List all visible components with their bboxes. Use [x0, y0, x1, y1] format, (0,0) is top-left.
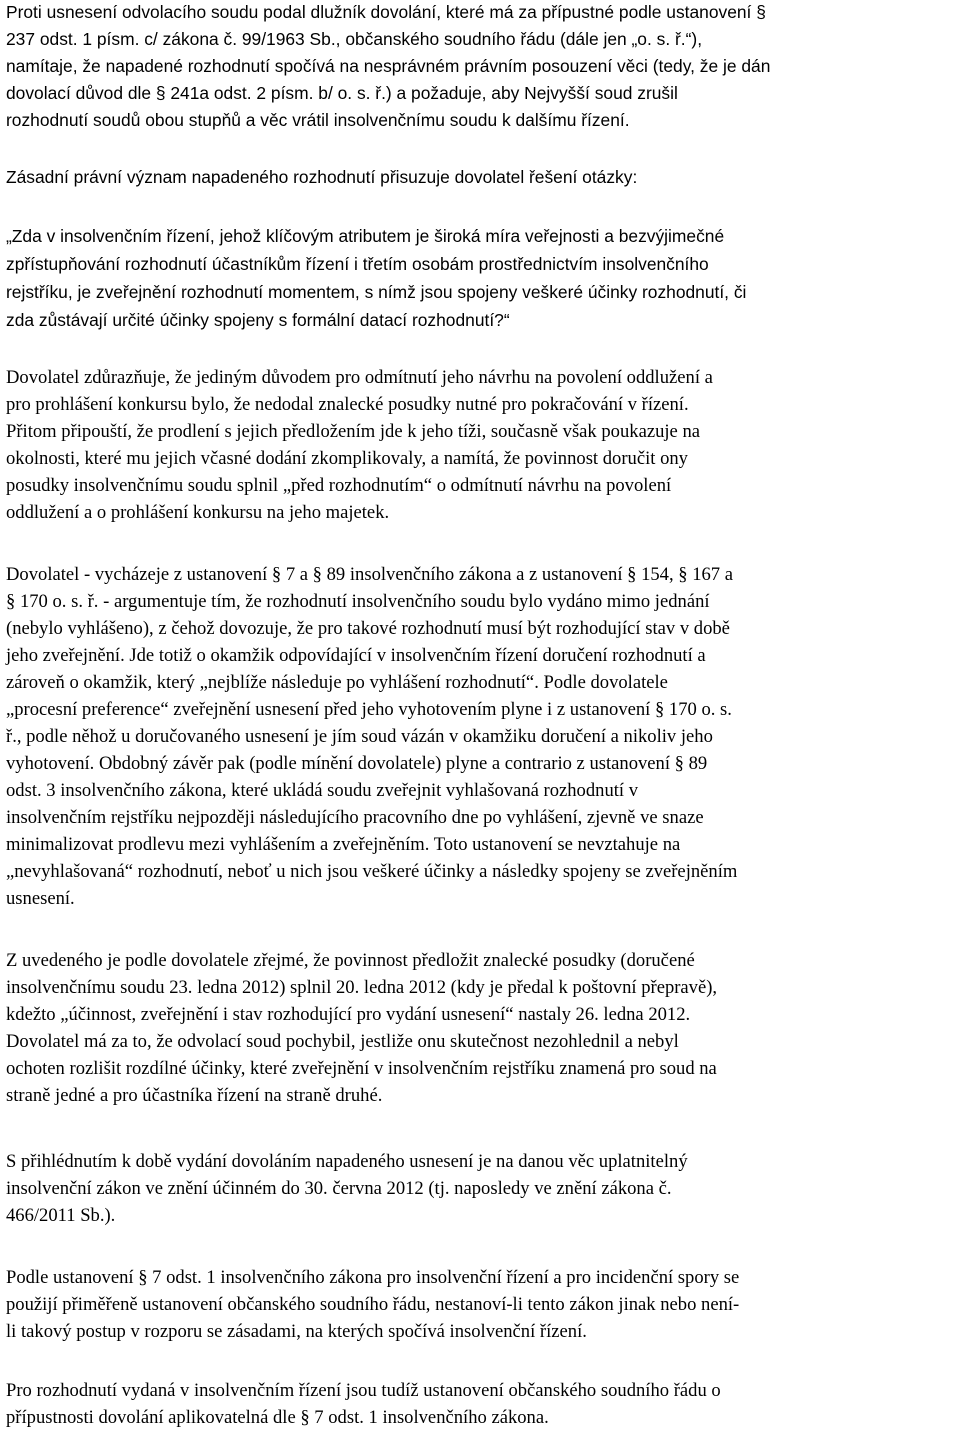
text-line: zpřístupňování rozhodnutí účastníkům řízení i třetím osobám prostřednictvím insolvenčního: [6, 254, 709, 274]
text-line: zároveň o okamžik, který „nejblíže následuje po vyhlášení rozhodnutí“. Podle dovolatele: [6, 672, 668, 693]
text-line: „nevyhlašovaná“ rozhodnutí, neboť u nich jsou veškeré účinky a následky spojeny se zveřejněním: [6, 861, 738, 882]
text-line: „procesní preference“ zveřejnění usnesení před jeho vyhotovením plyne i z ustanovení § 170 o. s.: [6, 699, 732, 720]
text-line: posudky insolvenčnímu soudu splnil „před rozhodnutím“ o odmítnutí návrhu na povolení: [6, 475, 672, 496]
text-line: 237 odst. 1 písm. c/ zákona č. 99/1963 Sb., občanského soudního řádu (dále jen „o. s. ř.“),: [6, 29, 703, 49]
text-line: namítaje, že napadené rozhodnutí spočívá na nesprávném právním posouzení věci (tedy, že je dán: [6, 56, 771, 76]
text-line: okolnosti, které mu jejich včasné dodání zkomplikovaly, a namítá, že povinnost doručit ony: [6, 448, 688, 469]
text-line: insolvenčnímu soudu 23. ledna 2012) splnil 20. ledna 2012 (kdy je předal k poštovní přepravě),: [6, 977, 718, 998]
text-line: 466/2011 Sb.).: [6, 1205, 116, 1226]
text-line: li takový postup v rozporu se zásadami, na kterých spočívá insolvenční řízení.: [6, 1321, 587, 1342]
text-line: Proti usnesení odvolacího soudu podal dlužník dovolání, které má za přípustné podle ustanovení §: [6, 2, 766, 22]
text-line: přípustnosti dovolání aplikovatelná dle § 7 odst. 1 insolvenčního zákona.: [6, 1407, 549, 1428]
text-line: S přihlédnutím k době vydání dovoláním napadeného usnesení je na danou věc uplatnitelný: [6, 1151, 688, 1172]
text-line: vyhotovení. Obdobný závěr pak (podle mínění dovolatele) plyne a contrario z ustanovení § 89: [6, 753, 708, 774]
text-line: Přitom připouští, že prodlení s jejich předložením jde k jeho tíži, současně však poukazuje na: [6, 421, 700, 442]
text-line: rozhodnutí soudů obou stupňů a věc vrátil insolvenčnímu soudu k dalšímu řízení.: [6, 110, 630, 130]
text-line: Pro rozhodnutí vydaná v insolvenčním řízení jsou tudíž ustanovení občanského soudního řádu o: [6, 1380, 721, 1401]
text-line: Z uvedeného je podle dovolatele zřejmé, že povinnost předložit znalecké posudky (doručené: [6, 950, 695, 971]
text-line: Dovolatel zdůrazňuje, že jediným důvodem pro odmítnutí jeho návrhu na povolení oddlužení a: [6, 367, 713, 388]
text-line: „Zda v insolvenčním řízení, jehož klíčovým atributem je široká míra veřejnosti a bezvýjimečné: [6, 226, 725, 246]
text-line: dovolací důvod dle § 241a odst. 2 písm. b/ o. s. ř.) a požaduje, aby Nejvyšší soud zrušil: [6, 83, 678, 103]
text-line: Podle ustanovení § 7 odst. 1 insolvenčního zákona pro insolvenční řízení a pro incidenční spory se: [6, 1267, 740, 1288]
text-line: rejstříku, je zveřejnění rozhodnutí momentem, s nímž jsou spojeny veškeré účinky rozhodnutí, či: [6, 282, 747, 302]
text-line: minimalizovat prodlevu mezi vyhlášením a zveřejněním. Toto ustanovení se nevztahuje na: [6, 834, 681, 855]
text-line: použijí přiměřeně ustanovení občanského soudního řádu, nestanoví-li tento zákon jinak nebo není-: [6, 1294, 740, 1315]
text-line: jeho zveřejnění. Jde totiž o okamžik odpovídající v insolvenčním řízení doručení rozhodnutí a: [6, 645, 706, 666]
text-line: ř., podle něhož u doručovaného usnesení je jím soud vázán v okamžiku doručení a nikoliv jeho: [6, 726, 713, 747]
text-line: Dovolatel - vycházeje z ustanovení § 7 a § 89 insolvenčního zákona a z ustanovení § 154, § 167 a: [6, 564, 734, 585]
text-line: oddlužení a o prohlášení konkursu na jeho majetek.: [6, 502, 390, 523]
text-line: usnesení.: [6, 888, 75, 909]
text-line: insolvenčním rejstříku nejpozději následujícího pracovního dne po vyhlášení, zjevně ve snaze: [6, 807, 704, 828]
text-line: (nebylo vyhlášeno), z čehož dovozuje, že pro takové rozhodnutí musí být rozhodující stav v době: [6, 618, 730, 639]
text-line: odst. 3 insolvenčního zákona, které ukládá soudu zveřejnit vyhlašovaná rozhodnutí v: [6, 780, 639, 801]
text-line: ochoten rozlišit rozdílné účinky, které zveřejnění v insolvenčním rejstříku znamená pro soud na: [6, 1058, 717, 1079]
text-line: kdežto „účinnost, zveřejnění i stav rozhodující pro vydání usnesení“ nastaly 26. ledna 2012.: [6, 1004, 691, 1025]
text-line: straně jedné a pro účastníka řízení na straně druhé.: [6, 1085, 383, 1106]
text-line: insolvenční zákon ve znění účinném do 30. června 2012 (tj. naposledy ve znění zákona č.: [6, 1178, 672, 1199]
text-line: Dovolatel má za to, že odvolací soud pochybil, jestliže onu skutečnost nezohlednil a nebyl: [6, 1031, 679, 1052]
text-line: Zásadní právní význam napadeného rozhodnutí přisuzuje dovolatel řešení otázky:: [6, 167, 638, 187]
text-line: zda zůstávají určité účinky spojeny s formální datací rozhodnutí?“: [6, 310, 510, 330]
text-line: pro prohlášení konkursu bylo, že nedodal znalecké posudky nutné pro pokračování v řízení.: [6, 394, 689, 415]
text-line: § 170 o. s. ř. - argumentuje tím, že rozhodnutí insolvenčního soudu bylo vydáno mimo jednání: [6, 591, 710, 612]
